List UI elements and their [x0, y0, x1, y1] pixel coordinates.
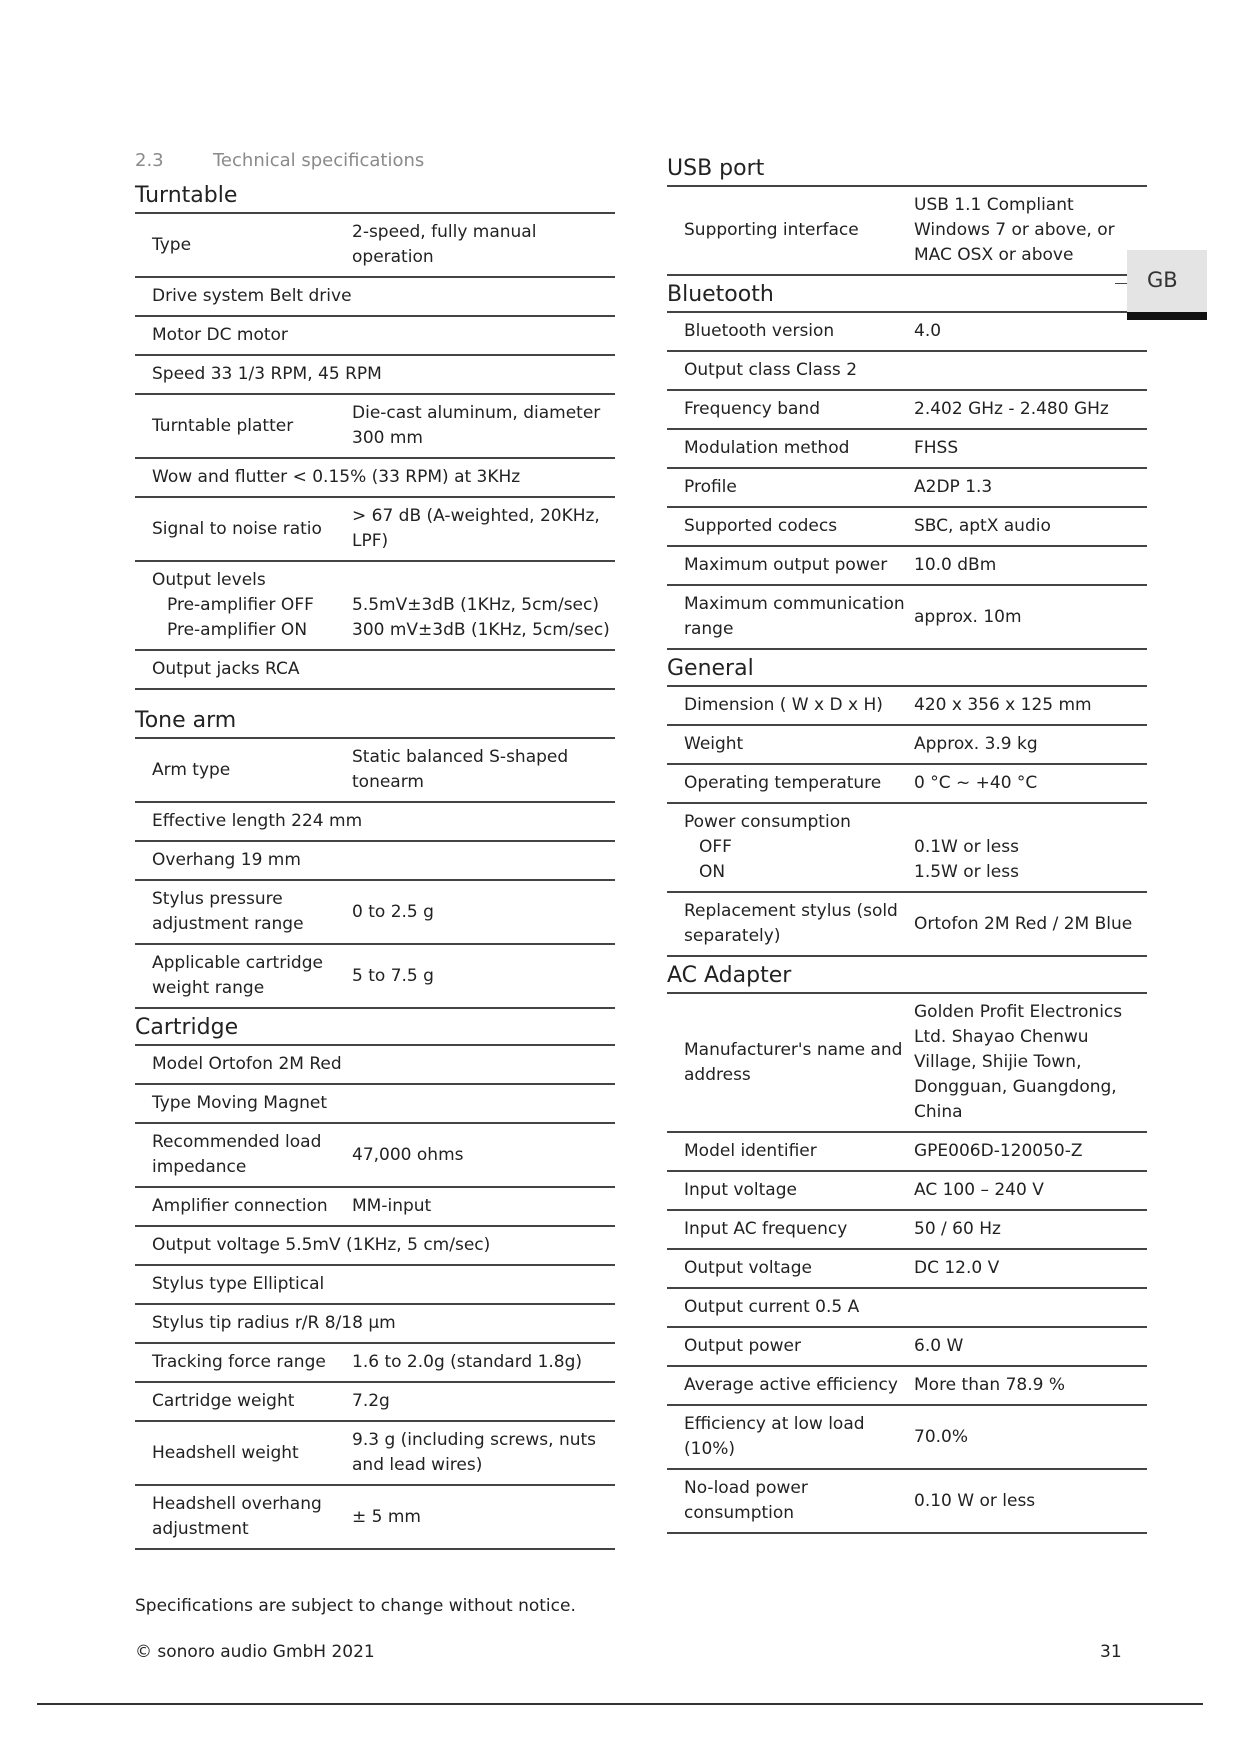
spec-row: Overhang 19 mm: [135, 842, 615, 881]
spec-row: Stylus pressure adjustment range 0 to 2.5 g: [135, 881, 615, 945]
spec-row: Effective length 224 mm: [135, 803, 615, 842]
spec-row: Dimension ( W x D x H) 420 x 356 x 125 mm: [667, 687, 1147, 726]
spec-row: Manufacturer's name and address Golden Profit Electronics Ltd. Shayao Chenwu Village, Shijie Town, Dongguan, Guangdong, China: [667, 994, 1147, 1133]
spec-row: Output voltage 5.5mV (1KHz, 5 cm/sec): [135, 1227, 615, 1266]
bluetooth-title: Bluetooth: [667, 276, 1147, 313]
usb-title: USB port: [667, 150, 1147, 187]
spec-row: Motor DC motor: [135, 317, 615, 356]
spec-row: Output power 6.0 W: [667, 1328, 1147, 1367]
spec-row: No-load power consumption 0.10 W or less: [667, 1470, 1147, 1534]
right-column: [667, 150, 1147, 1534]
spec-row: Model identifier GPE006D-120050-Z: [667, 1133, 1147, 1172]
spec-row: Output voltage DC 12.0 V: [667, 1250, 1147, 1289]
bottom-rule: [37, 1703, 1203, 1705]
spec-row: Wow and flutter < 0.15% (33 RPM) at 3KHz: [135, 459, 615, 498]
spec-row: Output current 0.5 A: [667, 1289, 1147, 1328]
page-number: 31: [1100, 1642, 1122, 1662]
spec-row: Applicable cartridge weight range 5 to 7.5 g: [135, 945, 615, 1009]
spec-row: Speed 33 1/3 RPM, 45 RPM: [135, 356, 615, 395]
copyright: © sonoro audio GmbH 2021: [135, 1642, 375, 1662]
language-tab: [1127, 250, 1207, 320]
spec-row: Drive system Belt drive: [135, 278, 615, 317]
spec-row: Average active efficiency More than 78.9 %: [667, 1367, 1147, 1406]
spec-row: Output jacks RCA: [135, 651, 615, 690]
spec-row: Type 2-speed, fully manual operation: [135, 214, 615, 278]
spec-row: Cartridge weight 7.2g: [135, 1383, 615, 1422]
spec-row: Model Ortofon 2M Red: [135, 1046, 615, 1085]
footnote: Specifications are subject to change without notice.: [135, 1596, 576, 1616]
spec-row: Supporting interface USB 1.1 Compliant Windows 7 or above, or MAC OSX or above: [667, 187, 1147, 276]
cartridge-title: Cartridge: [135, 1009, 615, 1046]
general-title: General: [667, 650, 1147, 687]
spec-row: Stylus tip radius r/R 8/18 µm: [135, 1305, 615, 1344]
spec-row: Replacement stylus (sold separately) Ortofon 2M Red / 2M Blue: [667, 893, 1147, 957]
spec-row: Tracking force range 1.6 to 2.0g (standard 1.8g): [135, 1344, 615, 1383]
spec-row-output-levels: Output levels Pre-amplifier OFF 5.5mV±3dB (1KHz, 5cm/sec) Pre-amplifier ON 300 mV±3dB (1KHz, 5cm/sec): [135, 562, 615, 651]
spec-row: Turntable platter Die-cast aluminum, diameter 300 mm: [135, 395, 615, 459]
spec-row: Headshell overhang adjustment ± 5 mm: [135, 1486, 615, 1550]
section-header: [135, 150, 615, 171]
spec-row: Type Moving Magnet: [135, 1085, 615, 1124]
section-number: 2.3: [135, 150, 164, 171]
spec-row: Maximum output power 10.0 dBm: [667, 547, 1147, 586]
spec-row: Modulation method FHSS: [667, 430, 1147, 469]
spec-row-power-consumption: Power consumption OFF 0.1W or less ON 1.5W or less: [667, 804, 1147, 893]
spec-row: Signal to noise ratio > 67 dB (A-weighted, 20KHz, LPF): [135, 498, 615, 562]
ac-adapter-title: AC Adapter: [667, 957, 1147, 994]
turntable-title: Turntable: [135, 177, 615, 214]
spec-row: Profile A2DP 1.3: [667, 469, 1147, 508]
spec-row: Recommended load impedance 47,000 ohms: [135, 1124, 615, 1188]
spec-row: Bluetooth version 4.0: [667, 313, 1147, 352]
spec-row: Input voltage AC 100 – 240 V: [667, 1172, 1147, 1211]
spec-row: Supported codecs SBC, aptX audio: [667, 508, 1147, 547]
left-column: [135, 150, 615, 1550]
spec-row: Efficiency at low load (10%) 70.0%: [667, 1406, 1147, 1470]
spec-row: Headshell weight 9.3 g (including screws, nuts and lead wires): [135, 1422, 615, 1486]
spec-row: Output class Class 2: [667, 352, 1147, 391]
spec-row: Stylus type Elliptical: [135, 1266, 615, 1305]
spec-row: Operating temperature 0 °C ~ +40 °C: [667, 765, 1147, 804]
tone-arm-title: Tone arm: [135, 702, 615, 739]
spec-row: Weight Approx. 3.9 kg: [667, 726, 1147, 765]
language-tab-label: GB: [1147, 268, 1178, 292]
spec-row: Input AC frequency 50 / 60 Hz: [667, 1211, 1147, 1250]
spec-row: Maximum communication range approx. 10m: [667, 586, 1147, 650]
spec-row: Amplifier connection MM-input: [135, 1188, 615, 1227]
spec-row: Frequency band 2.402 GHz - 2.480 GHz: [667, 391, 1147, 430]
spec-row: Arm type Static balanced S-shaped tonearm: [135, 739, 615, 803]
section-title: Technical specifications: [213, 150, 425, 171]
